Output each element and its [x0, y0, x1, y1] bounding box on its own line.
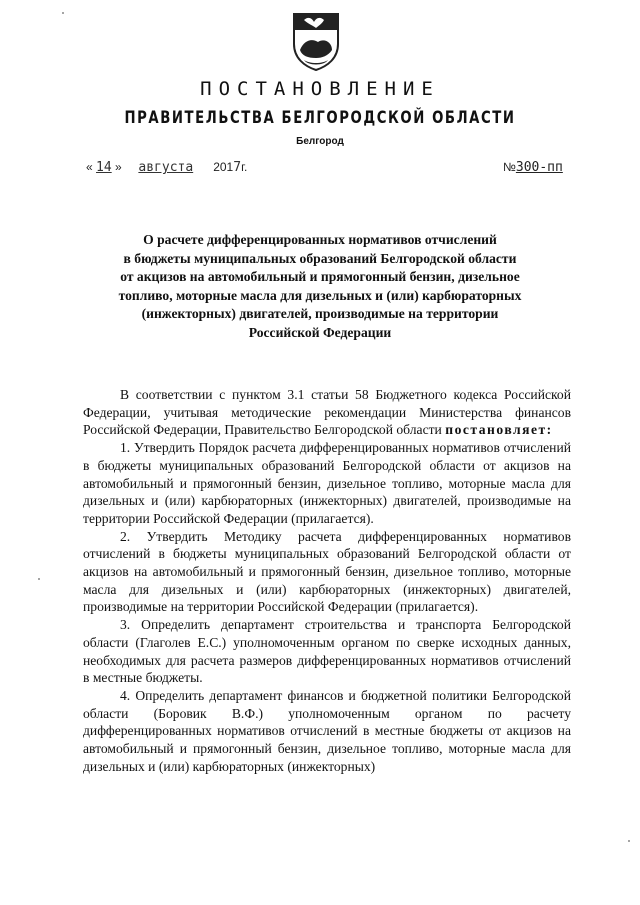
resolves-word: постановляет:	[445, 422, 553, 438]
title-line: от акцизов на автомобильный и прямогонный бензин, дизельное	[120, 269, 520, 284]
date-quote-close: »	[115, 160, 122, 174]
number-value: 300-пп	[515, 160, 563, 175]
clause-4: 4. Определить департамент финансов и бюджетной политики Белгородской области (Боровик В.Ф.) уполномоченным органом по расчету дифференцированных нормативов отчислений в местные бюджеты от акцизов на автомобильный и прямогонный бензин, дизельное топливо, моторные масла для дизельных и (или) карбюраторных (инжекторных)	[83, 687, 571, 774]
title-line: (инжекторных) двигателей, производимые на территории	[141, 306, 499, 321]
scan-speck	[38, 578, 40, 580]
document-title	[90, 231, 550, 342]
number-sign: №	[503, 160, 516, 174]
document-number	[503, 160, 563, 175]
scan-speck	[62, 12, 64, 14]
clause-1: 1. Утвердить Порядок расчета дифференцированных нормативов отчислений в бюджеты муниципальных образований Белгородской области от акцизов на автомобильный и прямогонный бензин, дизельное топливо, моторные масла для дизельных и (или) карбюраторных (инжекторных) двигателей, производимые на территории Российской Федерации (прилагается).	[83, 440, 571, 526]
date-year-suffix: г.	[241, 160, 248, 174]
title-line: в бюджеты муниципальных образований Белгородской области	[123, 250, 517, 266]
date-quote-open: «	[86, 160, 93, 174]
scan-speck	[628, 840, 630, 842]
clause-2: 2. Утвердить Методику расчета дифференцированных нормативов отчислений в бюджеты муниципальных образований Белгородской области от акцизов на автомобильный и прямогонный бензин, дизельное топливо, моторные масла для дизельных и (или) карбюраторных (инжекторных) двигателей, производимые на территории Российской Федерации (прилагается).	[83, 528, 571, 615]
document-body	[83, 386, 571, 775]
issuer-heading: ПРАВИТЕЛЬСТВА БЕЛГОРОДСКОЙ ОБЛАСТИ	[124, 108, 516, 128]
title-line: топливо, моторные масла для дизельных и (или) карбюраторных	[118, 287, 522, 303]
intro-paragraph	[83, 386, 571, 439]
title-line: Российской Федерации	[248, 324, 392, 340]
date-day: 14	[96, 160, 112, 175]
intro-text: В соответствии с пунктом 3.1 статьи 58 Бюджетного кодекса Российской Федерации, учитывая методические рекомендации Министерства финансов Российской Федерации, Правительство Белгородской области	[83, 387, 571, 438]
document-date	[86, 160, 247, 175]
city-label: Белгород	[296, 136, 344, 147]
clause-3: 3. Определить департамент строительства и транспорта Белгородской области (Глаголев Е.С.) уполномоченным органом по сверке исходных данных, необходимых для расчета размеров дифференцированных нормативов отчислений в местные бюджеты.	[83, 617, 571, 686]
title-line: О расчете дифференцированных нормативов отчислений	[143, 232, 497, 247]
date-month: августа	[138, 160, 194, 175]
date-year-prefix: 201	[213, 160, 234, 174]
document-type-heading: ПОСТАНОВЛЕНИЕ	[200, 78, 440, 100]
belgorod-coat-of-arms-icon	[290, 10, 342, 72]
date-year-digit: 7	[233, 160, 242, 175]
